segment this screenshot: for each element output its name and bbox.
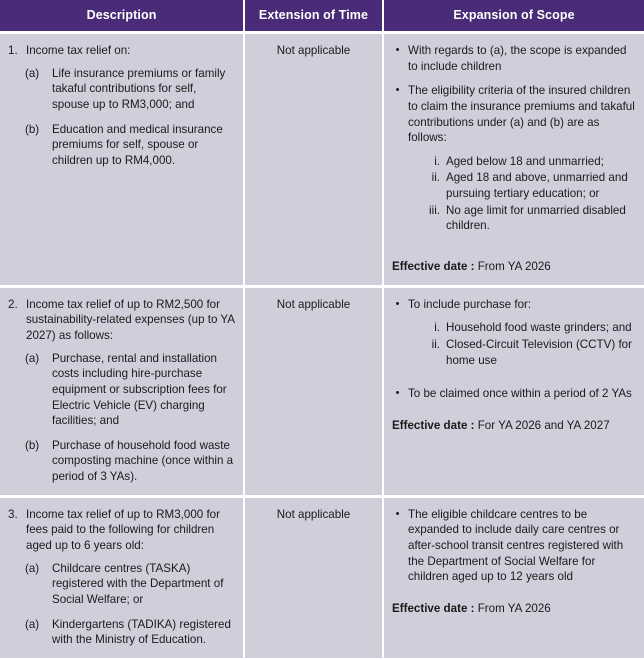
bullet-text: To include purchase for:: [408, 297, 532, 311]
column-header-description: Description: [0, 0, 244, 33]
list-item: [8, 351, 235, 429]
roman-list: [408, 320, 636, 368]
list-item: [8, 561, 235, 608]
bullet-text: The eligible childcare centres to be expanded to include daily care centres or after-school transit centres registered with the Department of Social Welfare for children aged up to 12 years old: [408, 507, 624, 584]
item-marker: (b): [25, 122, 40, 136]
bullet-text: With regards to (a), the scope is expanded to include children: [408, 44, 627, 73]
list-item: [8, 66, 235, 113]
bullet-icon: •: [395, 507, 400, 520]
item-text: Life insurance premiums or family takaful contributions for self, spouse up to RM3,000; and: [52, 66, 226, 111]
item-marker: (a): [25, 617, 40, 631]
item-number: 1.: [8, 44, 18, 57]
item-text: Income tax relief of up to RM3,000 for fees paid to the following for children aged up to 6 years old:: [26, 507, 220, 553]
bullet-item: [392, 507, 636, 585]
column-header-extension-of-time: Extension of Time: [244, 0, 383, 33]
item-marker: i.: [434, 154, 440, 168]
item-text: Income tax relief on:: [26, 44, 131, 57]
item-text: Kindergartens (TADIKA) registered with the Ministry of Education.: [52, 617, 231, 647]
bullet-list: [392, 297, 636, 402]
item-text: No age limit for unmarried disabled children.: [446, 203, 626, 233]
item-marker: (a): [25, 561, 40, 575]
cell-description: [0, 286, 244, 496]
numbered-item: [8, 297, 235, 344]
effective-date-line: [392, 259, 636, 275]
cell-expansion-of-scope: [383, 33, 644, 287]
lettered-list: [8, 561, 235, 648]
lettered-list: [8, 351, 235, 485]
list-item: [424, 203, 636, 234]
effective-date-label: Effective date :: [392, 418, 475, 432]
item-text: Purchase of household food waste composting machine (once within a period of 3 YAs).: [52, 438, 234, 484]
bullet-text-group: [408, 297, 636, 378]
bullet-icon: •: [395, 84, 400, 97]
bullet-item: [392, 83, 636, 243]
bullet-list: [392, 43, 636, 243]
bullet-text: The eligibility criteria of the insured children to claim the insurance premiums and takaful contributions under (a) and (b) are as follows:: [408, 84, 635, 145]
item-text: Aged below 18 and unmarried;: [446, 154, 604, 168]
cell-expansion-of-scope: [383, 496, 644, 658]
bullet-icon: •: [395, 44, 400, 56]
column-header-expansion-of-scope: Expansion of Scope: [383, 0, 644, 33]
item-number: 2.: [8, 297, 18, 311]
list-item: [8, 617, 235, 648]
list-item: [424, 320, 636, 336]
item-text: Purchase, rental and installation costs including hire-purchase equipment or subscription fees for Electric Vehicle (EV) charging facilities; and: [52, 351, 227, 428]
effective-date-line: [392, 418, 636, 434]
effective-date-label: Effective date :: [392, 260, 475, 274]
item-marker: i.: [434, 321, 440, 335]
cell-expansion-of-scope: [383, 286, 644, 496]
item-number: 3.: [8, 507, 18, 521]
table-body: [0, 33, 644, 658]
cell-extension-of-time: Not applicable: [244, 286, 383, 496]
item-marker: iii.: [429, 203, 440, 217]
numbered-item: [8, 507, 235, 554]
cell-extension-of-time: Not applicable: [244, 33, 383, 287]
list-item: [424, 154, 636, 170]
effective-date-value: For YA 2026 and YA 2027: [477, 418, 610, 432]
item-marker: (b): [25, 438, 40, 452]
effective-date-value: From YA 2026: [477, 601, 551, 615]
bullet-icon: •: [395, 297, 400, 310]
roman-list: [408, 154, 636, 234]
item-text: Income tax relief of up to RM2,500 for sustainability-related expenses (up to YA 2027) as follows:: [26, 297, 235, 342]
item-marker: ii.: [431, 171, 440, 185]
list-item: [424, 170, 636, 201]
bullet-item: [392, 43, 636, 74]
item-text: Aged 18 and above, unmarried and pursuing tertiary education; or: [446, 171, 628, 201]
table-header: [0, 0, 644, 33]
list-item: [8, 122, 235, 169]
effective-date-value: From YA 2026: [477, 260, 551, 274]
bullet-item: [392, 386, 636, 402]
item-text: Education and medical insurance premiums for self, spouse or children up to RM4,000.: [52, 122, 223, 167]
table-row: [0, 496, 644, 658]
item-marker: ii.: [431, 337, 440, 351]
list-item: [8, 438, 235, 485]
item-marker: (a): [25, 351, 40, 365]
bullet-item: [392, 297, 636, 378]
header-row: [0, 0, 644, 33]
item-marker: (a): [25, 66, 40, 80]
effective-date-line: [392, 601, 636, 617]
table-row: [0, 33, 644, 287]
cell-description: [0, 496, 244, 658]
item-text: Closed-Circuit Television (CCTV) for home use: [446, 337, 632, 367]
cell-description: [0, 33, 244, 287]
bullet-list: [392, 507, 636, 585]
effective-date-label: Effective date :: [392, 601, 475, 615]
item-text: Household food waste grinders; and: [446, 321, 632, 335]
item-text: Childcare centres (TASKA) registered with the Department of Social Welfare; or: [52, 561, 224, 606]
numbered-item: [8, 43, 235, 59]
bullet-icon: •: [395, 387, 400, 400]
cell-extension-of-time: Not applicable: [244, 496, 383, 658]
bullet-text-group: [408, 83, 636, 243]
bullet-text: To be claimed once within a period of 2 YAs: [408, 387, 632, 401]
table-row: [0, 286, 644, 496]
lettered-list: [8, 66, 235, 169]
list-item: [424, 337, 636, 368]
